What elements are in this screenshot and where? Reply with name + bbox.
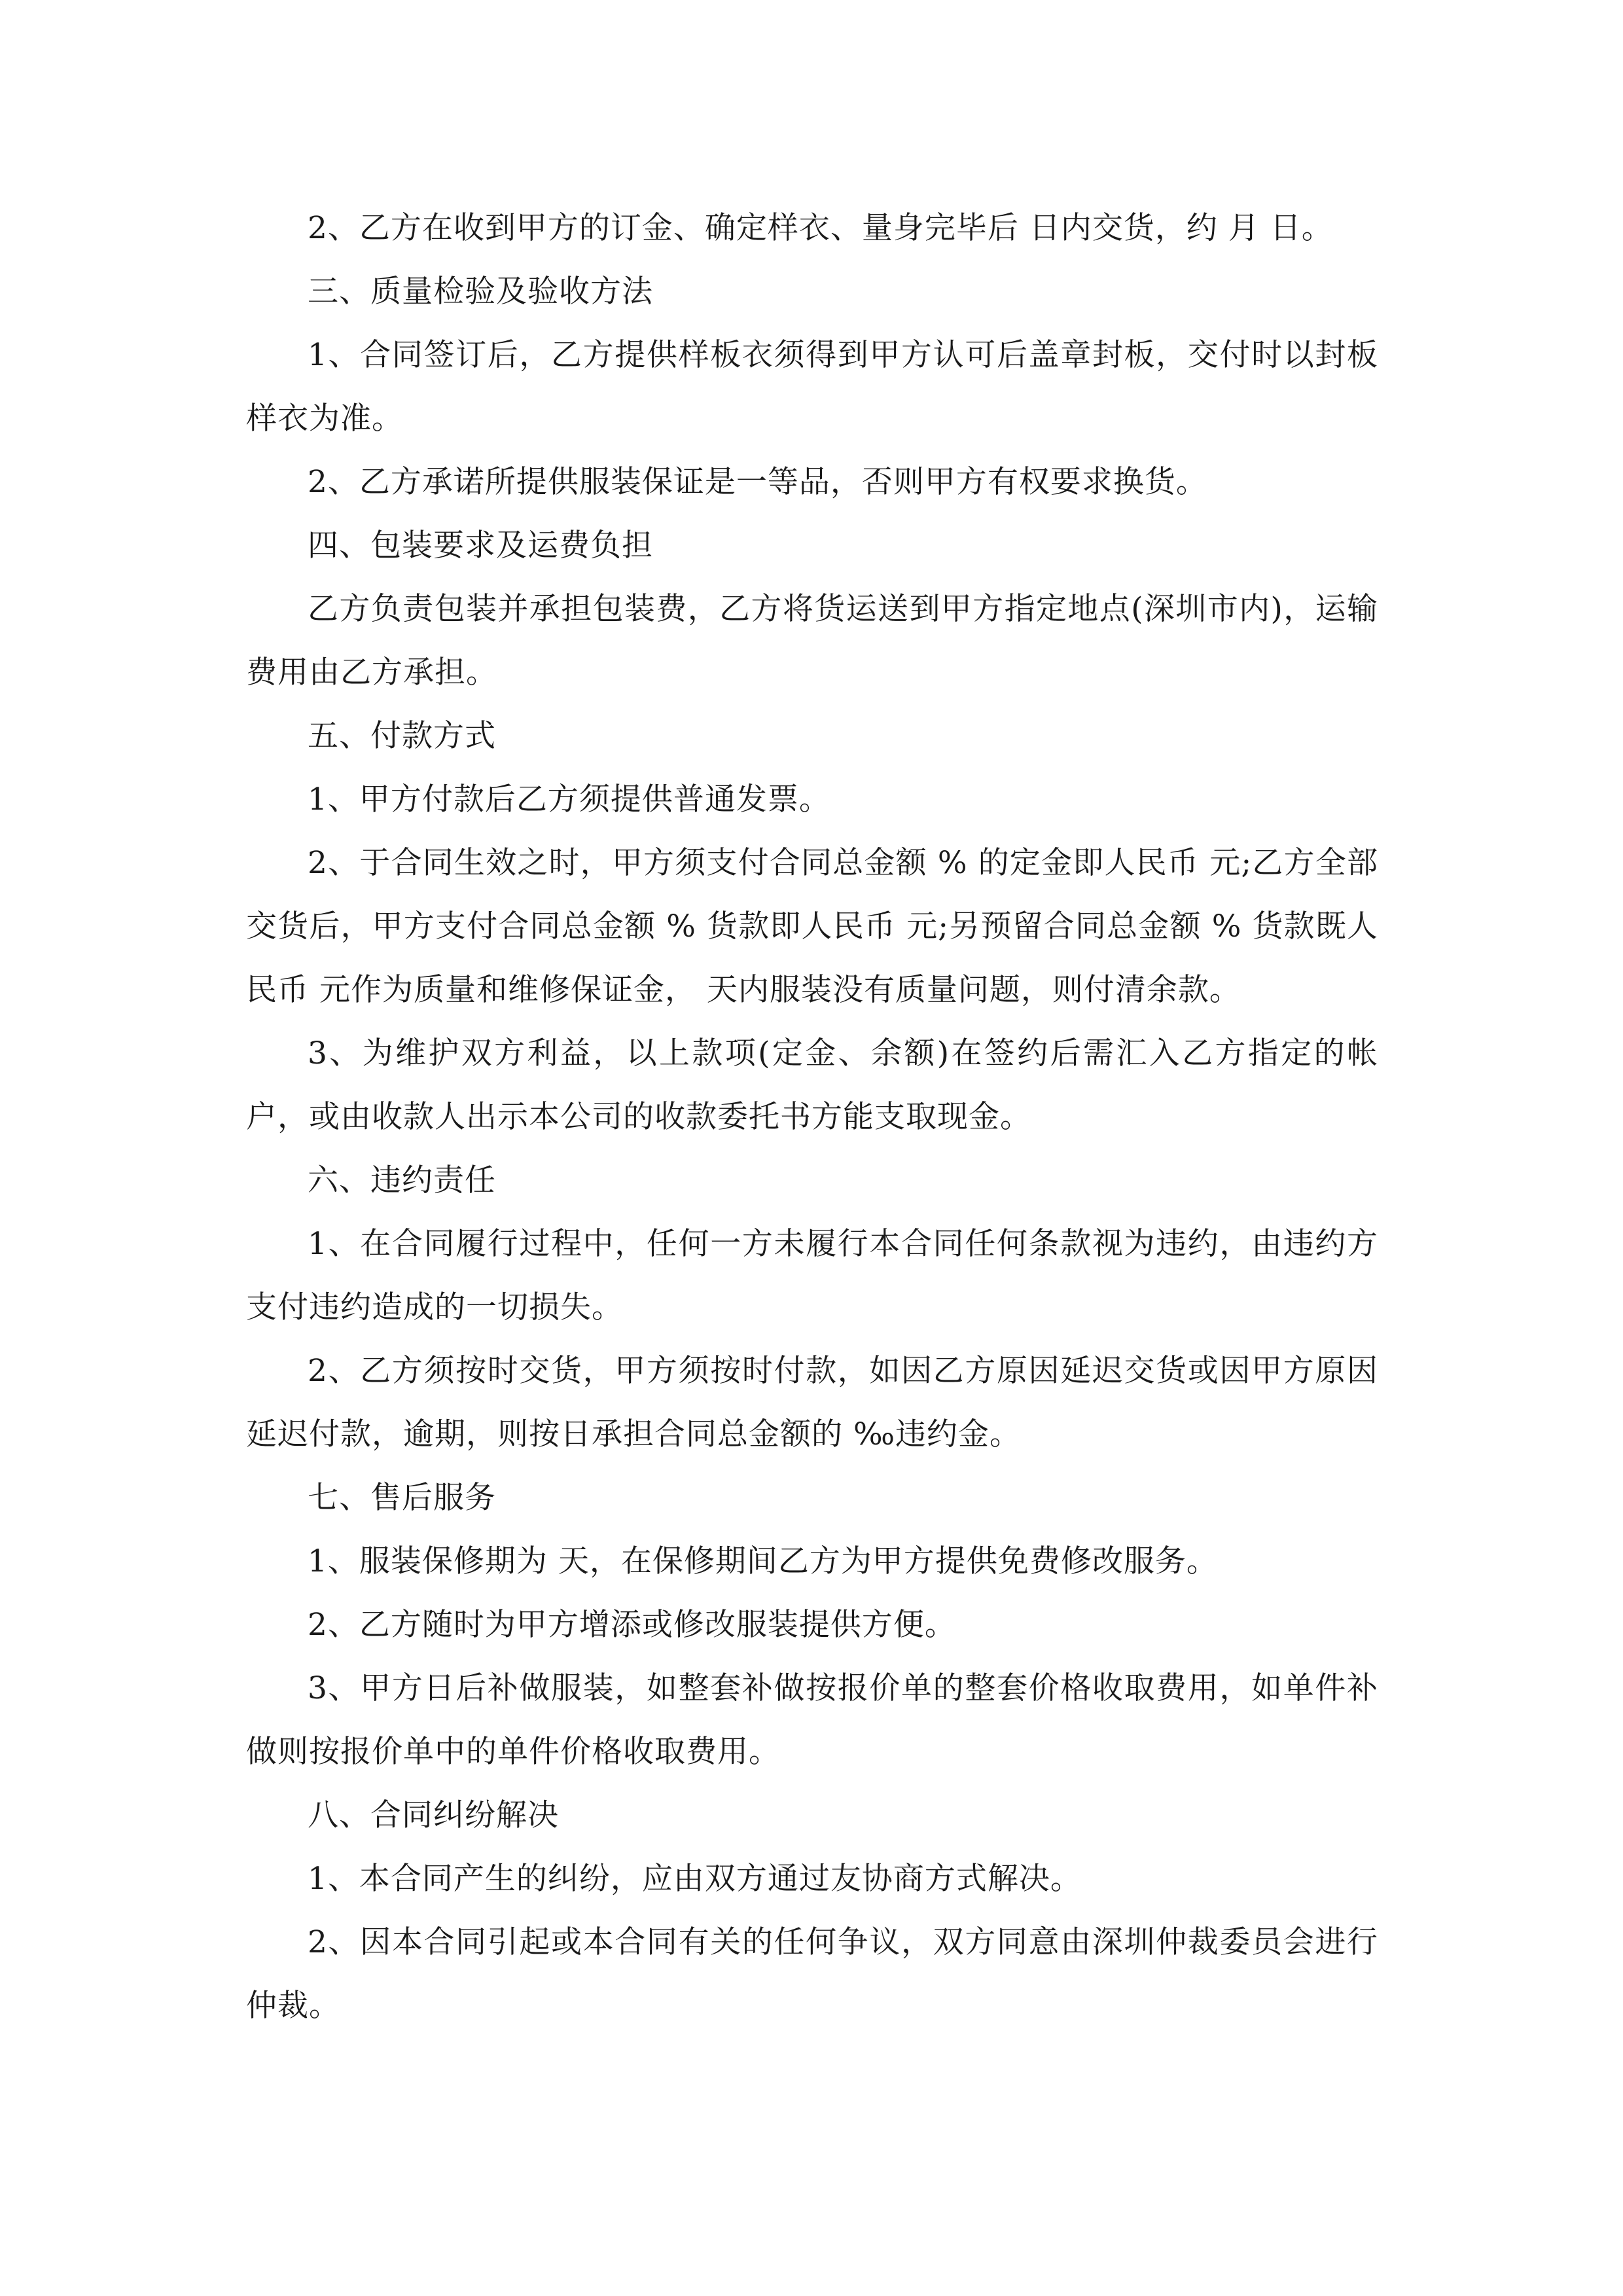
clause-negotiation: 1、本合同产生的纠纷，应由双方通过友协商方式解决。	[308, 1861, 1082, 1897]
clause-breach-losses: 1、在合同履行过程中，任何一方未履行本合同任何条款视为违约，由违约方支付违约造成的一切损失。	[246, 1226, 1378, 1325]
clause-delivery-time: 2、乙方在收到甲方的订金、确定样衣、量身完毕后 日内交货，约 月 日。	[308, 210, 1333, 246]
section-heading-payment: 五、付款方式	[308, 718, 496, 754]
clause-reorder-pricing: 3、甲方日后补做服装，如整套补做按报价单的整套价格收取费用，如单件补做则按报价单中的单件价格收取费用。	[246, 1670, 1378, 1770]
clause-additions: 2、乙方随时为甲方增添或修改服装提供方便。	[308, 1607, 956, 1643]
section-heading-after-sales: 七、售后服务	[308, 1480, 496, 1516]
section-heading-quality-inspection: 三、质量检验及验收方法	[308, 274, 653, 310]
clause-arbitration: 2、因本合同引起或本合同有关的任何争议，双方同意由深圳仲裁委员会进行仲裁。	[246, 1924, 1378, 2024]
clause-sample-approval: 1、合同签订后，乙方提供样板衣须得到甲方认可后盖章封板，交付时以封板样衣为准。	[246, 337, 1378, 437]
section-heading-packaging-freight: 四、包装要求及运费负担	[308, 528, 653, 564]
clause-invoice: 1、甲方付款后乙方须提供普通发票。	[308, 781, 830, 817]
clause-warranty-period: 1、服装保修期为 天，在保修期间乙方为甲方提供免费修改服务。	[308, 1543, 1218, 1579]
section-heading-liability: 六、违约责任	[308, 1162, 496, 1198]
section-heading-dispute-resolution: 八、合同纠纷解决	[308, 1797, 559, 1833]
contract-body	[246, 196, 1378, 2037]
clause-payment-schedule: 2、于合同生效之时，甲方须支付合同总金额 % 的定金即人民币 元;乙方全部交货后，甲方支付合同总金额 % 货款即人民币 元;另预留合同总金额 % 货款既人民币 元作为质量和维修保证金， 天内服装没有质量问题，则付清余款。	[246, 845, 1378, 1008]
clause-payment-account: 3、为维护双方利益，以上款项(定金、余额)在签约后需汇入乙方指定的帐户，或由收款人出示本公司的收款委托书方能支取现金。	[246, 1035, 1378, 1135]
clause-packaging-freight: 乙方负责包装并承担包装费，乙方将货运送到甲方指定地点(深圳市内)，运输费用由乙方承担。	[246, 591, 1378, 691]
clause-late-penalty: 2、乙方须按时交货，甲方须按时付款，如因乙方原因延迟交货或因甲方原因延迟付款，逾期，则按日承担合同总金额的 ‰违约金。	[246, 1353, 1378, 1452]
clause-first-grade-guarantee: 2、乙方承诺所提供服装保证是一等品，否则甲方有权要求换货。	[308, 464, 1207, 500]
